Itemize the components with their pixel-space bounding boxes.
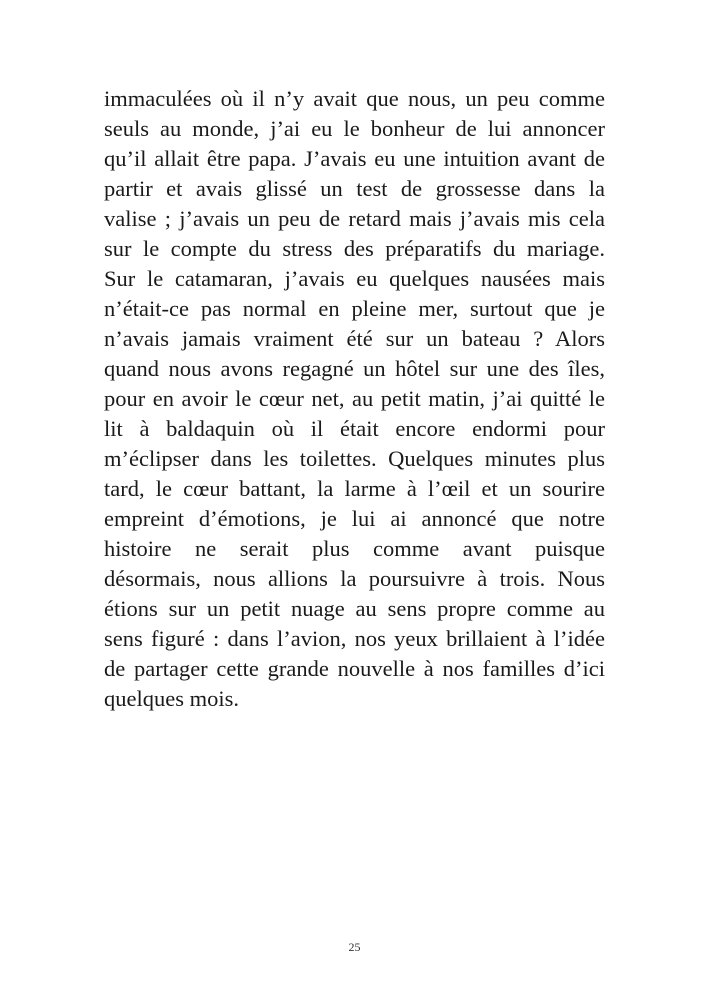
text-line-14: tard, le cœur battant, la larme à l’œil et un sourire [104, 476, 605, 501]
text-line-18: étions sur un petit nuage au sens propre comme au [104, 596, 605, 621]
text-line-19: sens figuré : dans l’avion, nos yeux brillaient à l’idée [104, 626, 605, 651]
text-line-1: immaculées où il n’y avait que nous, un peu comme [104, 86, 605, 111]
text-line-15: empreint d’émotions, je lui ai annoncé que notre [104, 506, 605, 531]
text-line-2: seuls au monde, j’ai eu le bonheur de lui annoncer [104, 116, 605, 141]
text-line-13: m’éclipser dans les toilettes. Quelques minutes plus [104, 446, 605, 471]
text-line-3: qu’il allait être papa. J’avais eu une intuition avant de [104, 146, 605, 171]
text-line-12: lit à baldaquin où il était encore endormi pour [104, 416, 605, 441]
text-line-16: histoire ne serait plus comme avant puisque [104, 536, 605, 561]
text-line-8: n’était-ce pas normal en pleine mer, surtout que je [104, 296, 605, 321]
text-line-6: sur le compte du stress des préparatifs du mariage. [104, 236, 605, 261]
page-number: 25 [348, 940, 361, 954]
text-line-21: quelques mois. [104, 686, 239, 711]
text-line-17: désormais, nous allions la poursuivre à trois. Nous [104, 566, 605, 591]
text-line-4: partir et avais glissé un test de grossesse dans la [104, 176, 605, 201]
text-line-7: Sur le catamaran, j’avais eu quelques nausées mais [104, 266, 605, 291]
text-line-5: valise ; j’avais un peu de retard mais j’avais mis cela [104, 206, 605, 231]
text-line-11: pour en avoir le cœur net, au petit matin, j’ai quitté le [104, 386, 605, 411]
body-paragraph [104, 84, 605, 714]
text-line-9: n’avais jamais vraiment été sur un bateau ? Alors [104, 326, 605, 351]
text-line-20: de partager cette grande nouvelle à nos familles d’ici [104, 656, 605, 681]
text-line-10: quand nous avons regagné un hôtel sur une des îles, [104, 356, 605, 381]
